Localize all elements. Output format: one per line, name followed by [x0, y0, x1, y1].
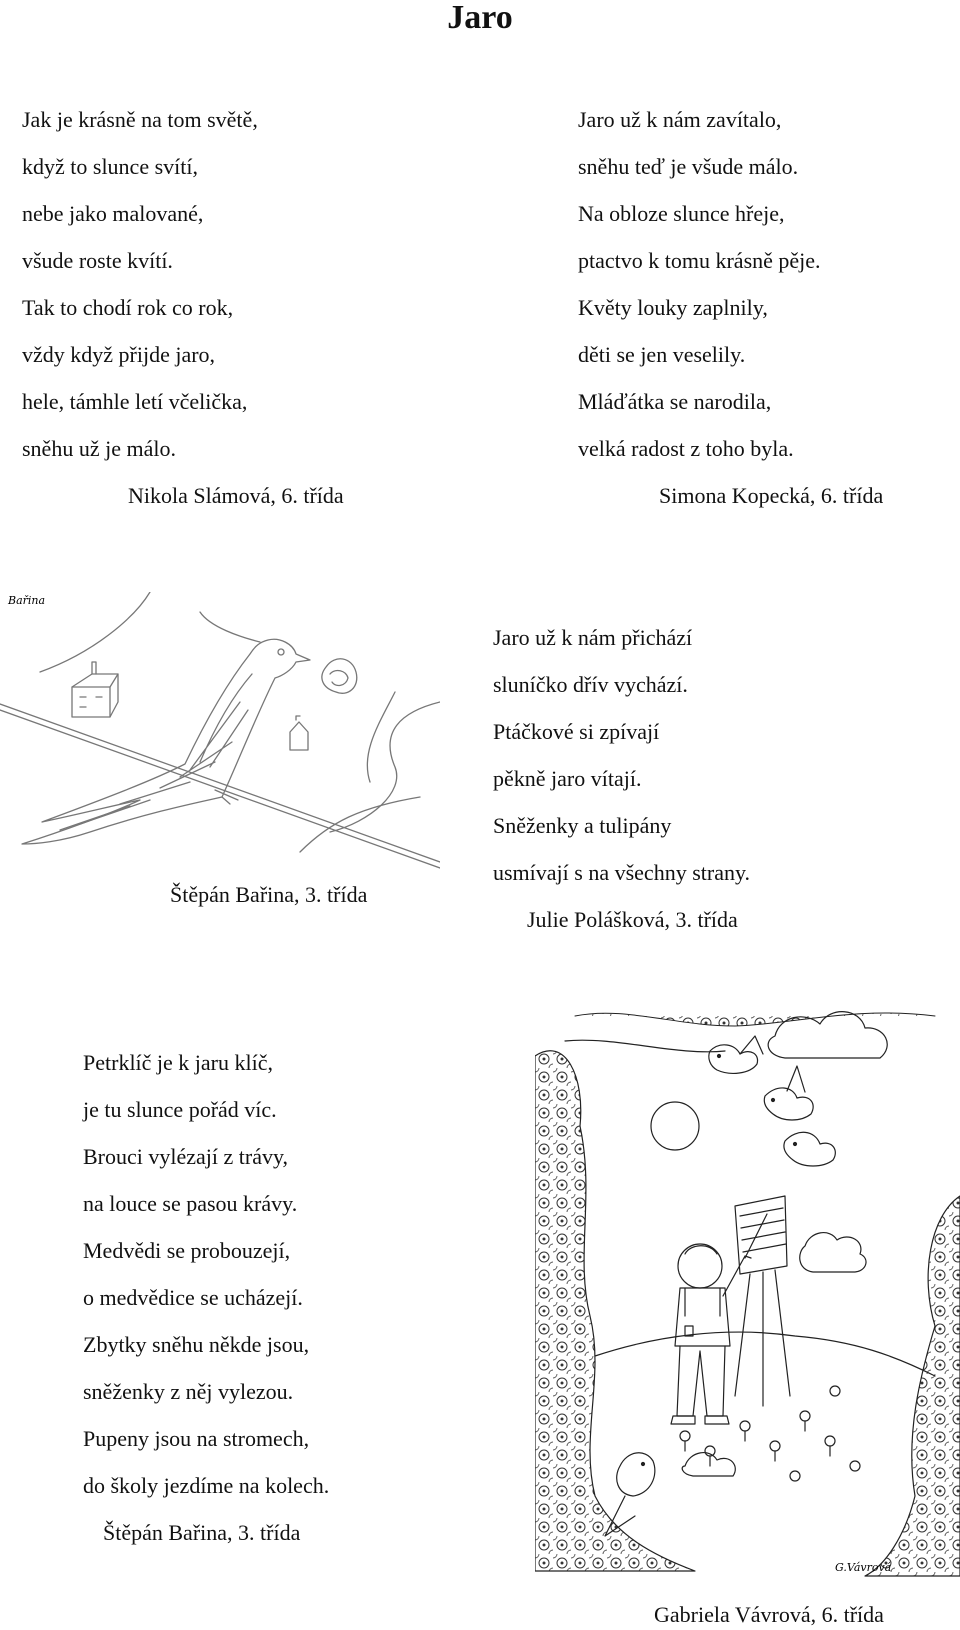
poem-line: Medvědi se probouzejí,	[83, 1238, 291, 1263]
poem-line: do školy jezdíme na kolech.	[83, 1473, 330, 1498]
swallow-drawing	[0, 592, 440, 888]
page-title: Jaro	[447, 0, 513, 36]
poem-line: Petrklíč je k jaru klíč,	[83, 1050, 273, 1075]
poem-line: nebe jako malované,	[22, 201, 204, 226]
drawing-caption: Štěpán Bařina, 3. třída	[170, 882, 368, 907]
poem-line: všude roste kvítí.	[22, 248, 173, 273]
poem-line: Tak to chodí rok co rok,	[22, 295, 234, 320]
poem-line: Zbytky sněhu někde jsou,	[83, 1332, 310, 1357]
poem-slamova	[22, 96, 344, 519]
poem-author: Nikola Slámová, 6. třída	[128, 483, 344, 508]
poem-line: sněhu teď je všude málo.	[578, 154, 799, 179]
spring-boy-drawing	[535, 996, 960, 1586]
poem-line: hele, támhle letí včelička,	[22, 389, 248, 414]
poem-polaskova	[493, 614, 750, 943]
poem-line: Brouci vylézají z trávy,	[83, 1144, 289, 1169]
poem-line: je tu slunce pořád víc.	[83, 1097, 277, 1122]
poem-line: Květy louky zaplnily,	[578, 295, 768, 320]
poem-line: Jaro už k nám zavítalo,	[578, 107, 782, 132]
poem-line: Sněženky a tulipány	[493, 813, 672, 838]
poem-line: o medvědice se ucházejí.	[83, 1285, 303, 1310]
poem-author: Julie Polášková, 3. třída	[527, 907, 738, 932]
poem-line: Jaro už k nám přichází	[493, 625, 693, 650]
poem-line: Ptáčkové si zpívají	[493, 719, 660, 744]
poem-line: usmívají s na všechny strany.	[493, 860, 751, 885]
poem-line: sněženky z něj vylezou.	[83, 1379, 294, 1404]
poem-line: pěkně jaro vítají.	[493, 766, 642, 791]
poem-line: když to slunce svítí,	[22, 154, 198, 179]
poem-line: Mláďátka se narodila,	[578, 389, 772, 414]
drawing-signature: G.Vávrová	[835, 1561, 892, 1574]
drawing-caption: Gabriela Vávrová, 6. třída	[654, 1602, 884, 1627]
poem-line: na louce se pasou krávy.	[83, 1191, 298, 1216]
poem-author: Simona Kopecká, 6. třída	[659, 483, 884, 508]
drawing-signature: Bařina	[8, 594, 46, 607]
poem-line: Jak je krásně na tom světě,	[22, 107, 258, 132]
poem-line: vždy když přijde jaro,	[22, 342, 216, 367]
poem-line: děti se jen veselily.	[578, 342, 746, 367]
poem-barina	[83, 1039, 329, 1556]
poem-line: velká radost z toho byla.	[578, 436, 794, 461]
poem-line: Pupeny jsou na stromech,	[83, 1426, 310, 1451]
poem-kopecka	[578, 96, 883, 519]
poem-line: ptactvo k tomu krásně pěje.	[578, 248, 821, 273]
poem-line: sněhu už je málo.	[22, 436, 176, 461]
poem-line: Na obloze slunce hřeje,	[578, 201, 785, 226]
poem-line: sluníčko dřív vychází.	[493, 672, 688, 697]
poem-author: Štěpán Bařina, 3. třída	[103, 1520, 301, 1545]
